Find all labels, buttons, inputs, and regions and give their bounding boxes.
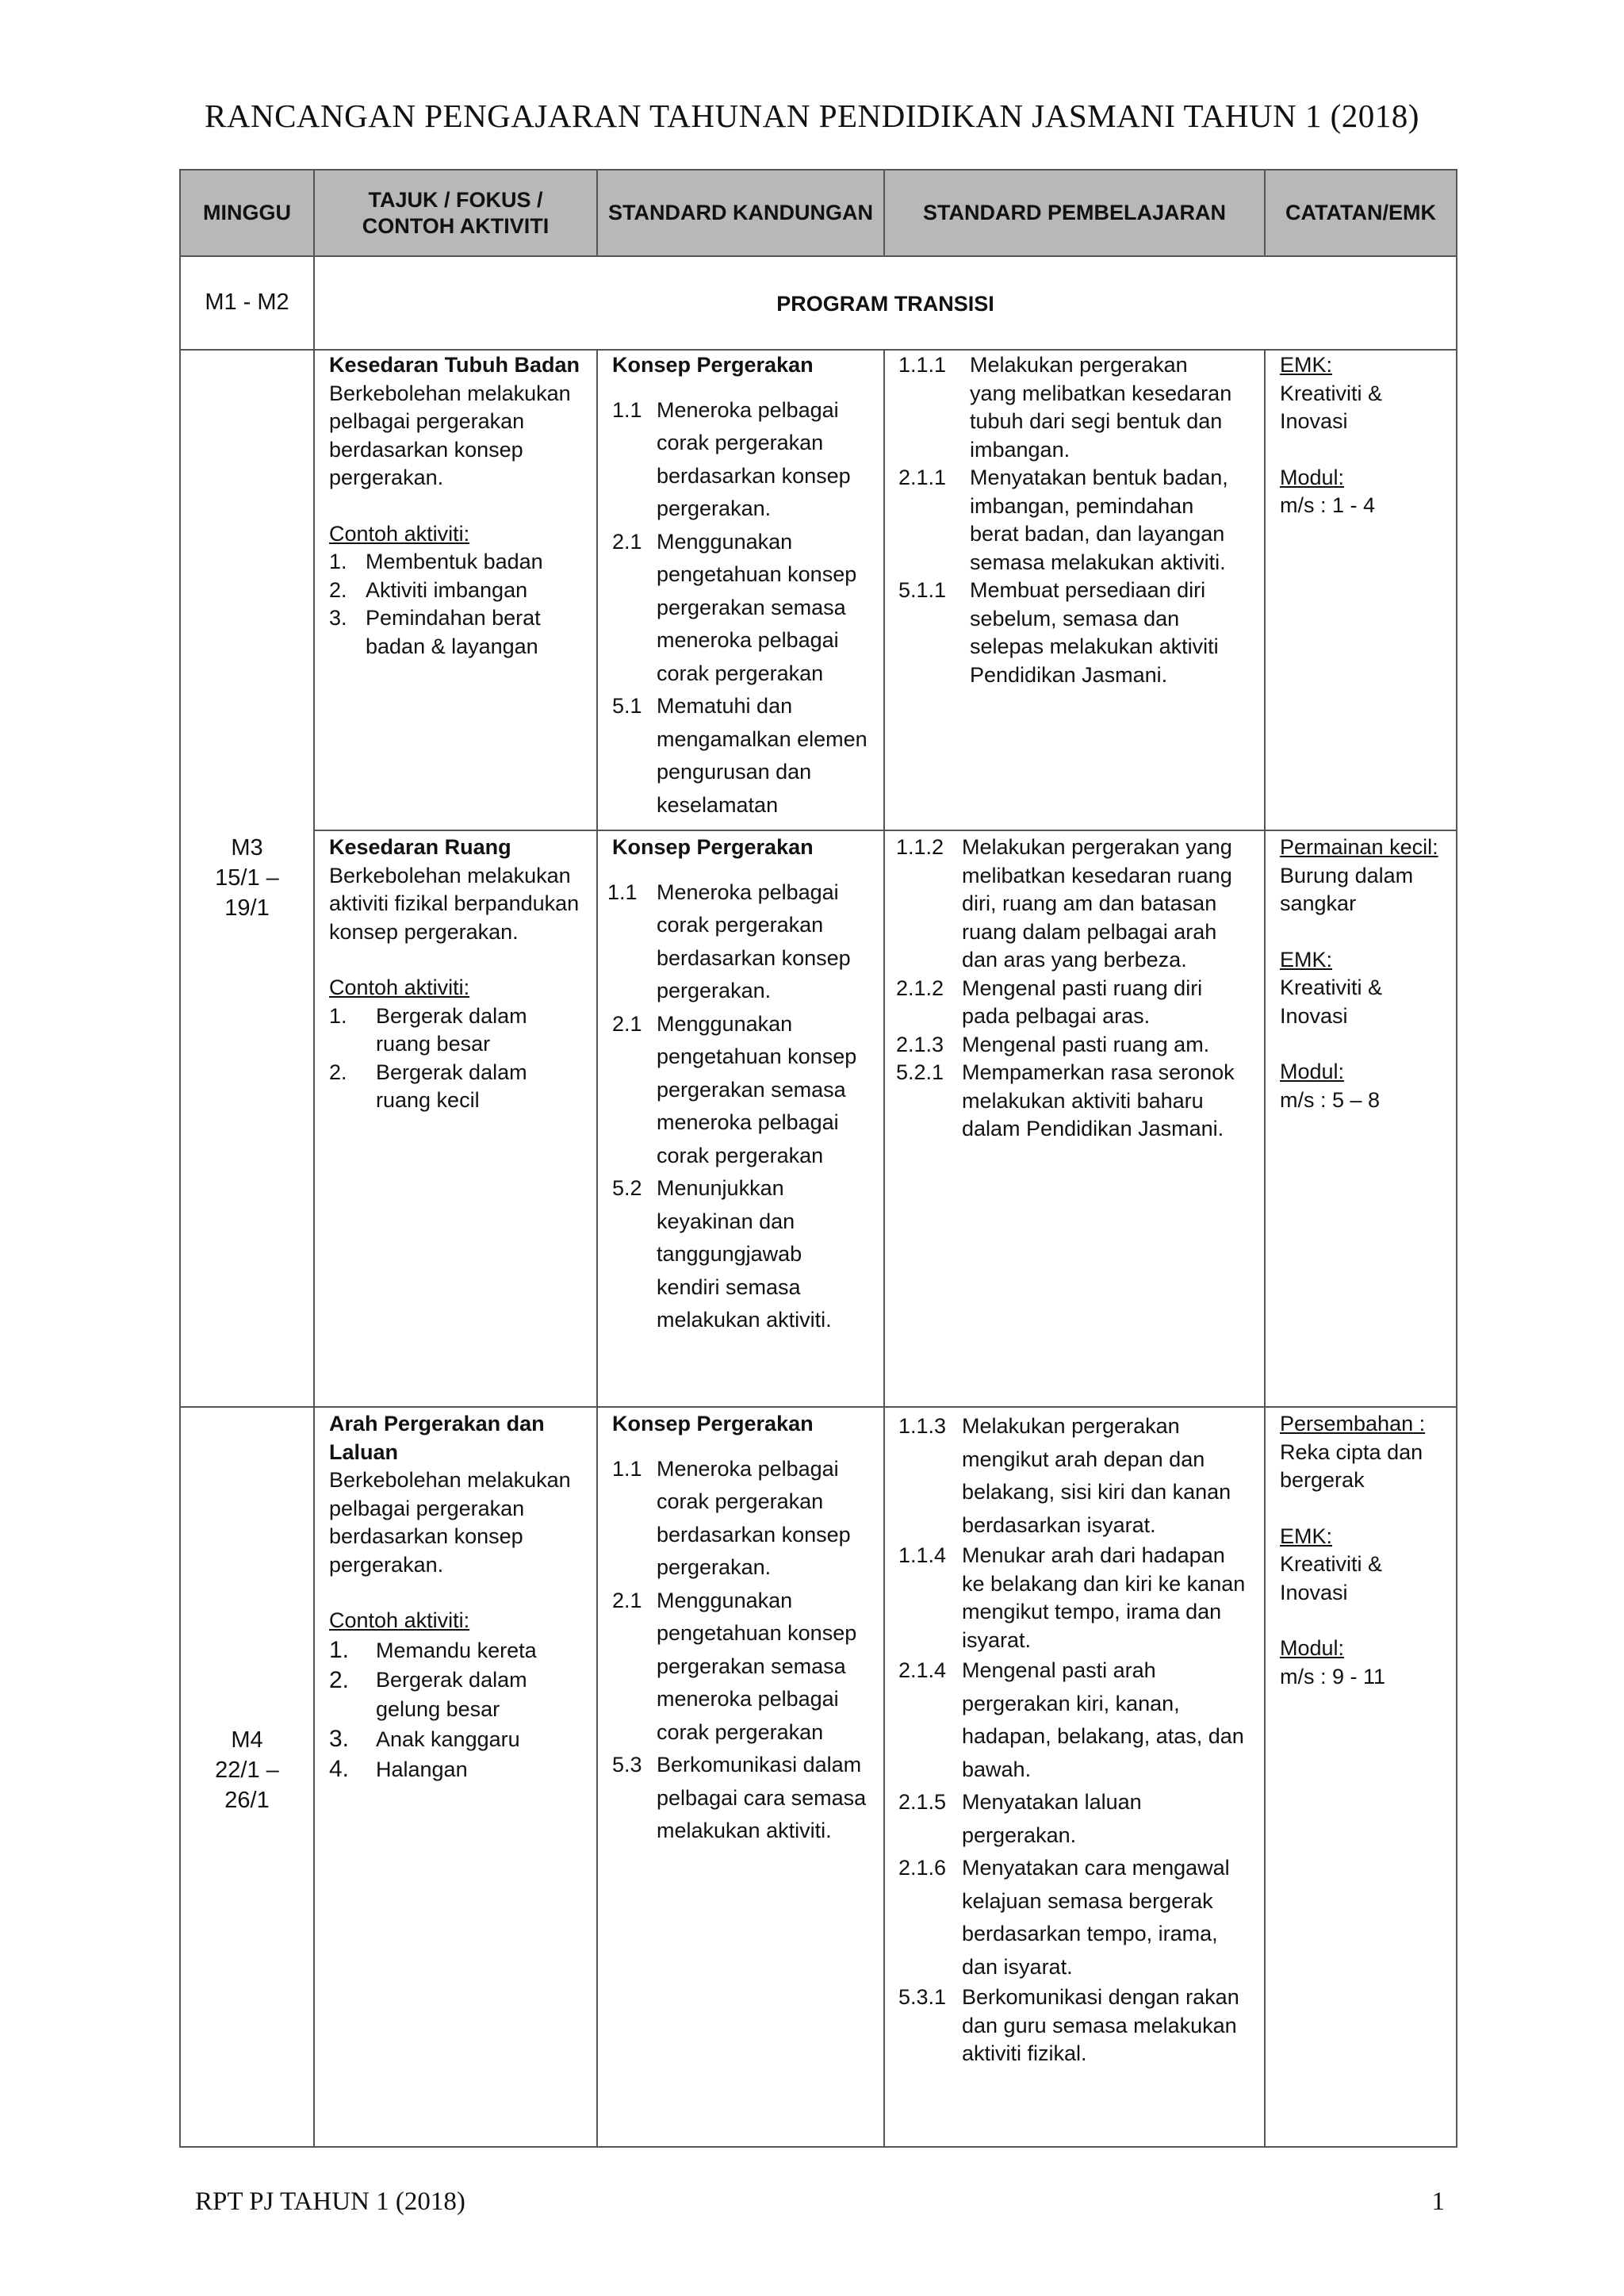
document-title: RANCANGAN PENGAJARAN TAHUNAN PENDIDIKAN JASMANI TAHUN 1 (2018) — [205, 98, 1419, 134]
footer-document-label: RPT PJ TAHUN 1 (2018) — [195, 2187, 465, 2216]
header-standard-kandungan: STANDARD KANDUNGAN — [608, 201, 873, 224]
m3-block2-standard-kandungan: Konsep Pergerakan 1.1 Meneroka pelbagai corak pergerakan berdasarkan konsep pergerakan. 2.1 Menggunakan pengetahuan konsep pergerakan semasa meneroka pelbagai corak pergerakan 5.2 Menunjukkan keyakinan dan tanggungjawab kendiri semasa melakukan aktiviti. — [607, 835, 857, 1332]
program-transisi-label: PROGRAM TRANSISI — [776, 291, 994, 316]
m3-block1-tajuk: Kesedaran Tubuh Badan Berkebolehan melakukan pelbagai pergerakan berdasarkan konsep pergerakan. Contoh aktiviti: 1. Membentuk badan 2. Aktiviti imbangan 3. Pemindahan berat badan & layangan — [329, 353, 580, 658]
m4-catatan: Persembahan : Reka cipta dan bergerak EMK: Kreativiti & Inovasi Modul: m/s : 9 - 11 — [1280, 1412, 1426, 1688]
week-m3: M3 15/1 – 19/1 — [215, 835, 279, 921]
m3-block2-catatan: Permainan kecil: Burung dalam sangkar EMK: Kreativiti & Inovasi Modul: m/s : 5 – 8 — [1280, 835, 1438, 1112]
header-tajuk: TAJUK / FOKUS / CONTOH AKTIVITI — [362, 187, 550, 238]
m3-block2-standard-pembelajaran: 1.1.2 Melakukan pergerakan yang melibatkan kesedaran ruang diri, ruang am dan batasan ruang dalam pelbagai arah dan aras yang berbeza. 2.1.2 Mengenal pasti ruang diri pada pelbagai aras. 2.1.3 Mengenal pasti ruang am. 5.2.1 Mempamerkan rasa seronok melakukan aktiviti baharu dalam Pendidikan Jasmani. — [896, 835, 1235, 1140]
m4-standard-kandungan: Konsep Pergerakan 1.1 Meneroka pelbagai corak pergerakan berdasarkan konsep pergerakan. 2.1 Menggunakan pengetahuan konsep pergerakan semasa meneroka pelbagai corak pergerakan 5.3 Berkomunikasi dalam pelbagai cara semasa melakukan aktiviti. — [612, 1412, 867, 1842]
week-m1-m2: M1 - M2 — [205, 289, 289, 315]
header-standard-pembelajaran: STANDARD PEMBELAJARAN — [922, 201, 1226, 224]
m3-block1-standard-pembelajaran: 1.1.1 Melakukan pergerakan yang melibatkan kesedaran tubuh dari segi bentuk dan imbangan. 2.1.1 Menyatakan bentuk badan, imbangan, pemindahan berat badan, dan layangan semasa melakukan aktiviti. 5.1.1 Membuat persediaan diri sebelum, semasa dan selepas melakukan aktiviti Pendidikan Jasmani. — [898, 353, 1232, 687]
header-catatan-emk: CATATAN/EMK — [1285, 201, 1436, 224]
m3-block1-catatan: EMK: Kreativiti & Inovasi Modul: m/s : 1 - 4 — [1280, 353, 1383, 517]
week-m4: M4 22/1 – 26/1 — [215, 1727, 279, 1813]
m4-tajuk: Arah Pergerakan dan Laluan Berkebolehan melakukan pelbagai pergerakan berdasarkan konsep pergerakan. Contoh aktiviti: 1. Memandu kereta 2. Bergerak dalam gelung besar 3. Anak kanggaru 4. Halangan — [329, 1412, 571, 1782]
m4-standard-pembelajaran: 1.1.3 Melakukan pergerakan mengikut arah depan dan belakang, sisi kiri dan kanan berdasarkan isyarat. 1.1.4 Menukar arah dari hadapan ke belakang dan kiri ke kanan mengikut tempo, irama dan isyarat. 2.1.4 Mengenal pasti arah pergerakan kiri, kanan, hadapan, belakang, atas, dan bawah. 2.1.5 Menyatakan laluan pergerakan. 2.1.6 Menyatakan cara mengawal kelajuan semasa bergerak berdasarkan tempo, irama, dan isyarat. 5.3.1 Berkomunikasi dengan rakan dan guru semasa melakukan aktiviti fizikal. — [898, 1414, 1246, 2065]
footer-page-number: 1 — [1431, 2187, 1445, 2216]
m3-block1-standard-kandungan: Konsep Pergerakan 1.1 Meneroka pelbagai corak pergerakan berdasarkan konsep pergerakan. 2.1 Menggunakan pengetahuan konsep pergerakan semasa meneroka pelbagai corak pergerakan 5.1 Mematuhi dan mengamalkan elemen pengurusan dan keselamatan — [612, 353, 868, 817]
header-minggu: MINGGU — [203, 201, 291, 224]
m3-block2-tajuk: Kesedaran Ruang Berkebolehan melakukan aktiviti fizikal berpandukan konsep pergerakan. Contoh aktiviti: 1. Bergerak dalam ruang besar 2. Bergerak dalam ruang kecil — [329, 835, 580, 1112]
